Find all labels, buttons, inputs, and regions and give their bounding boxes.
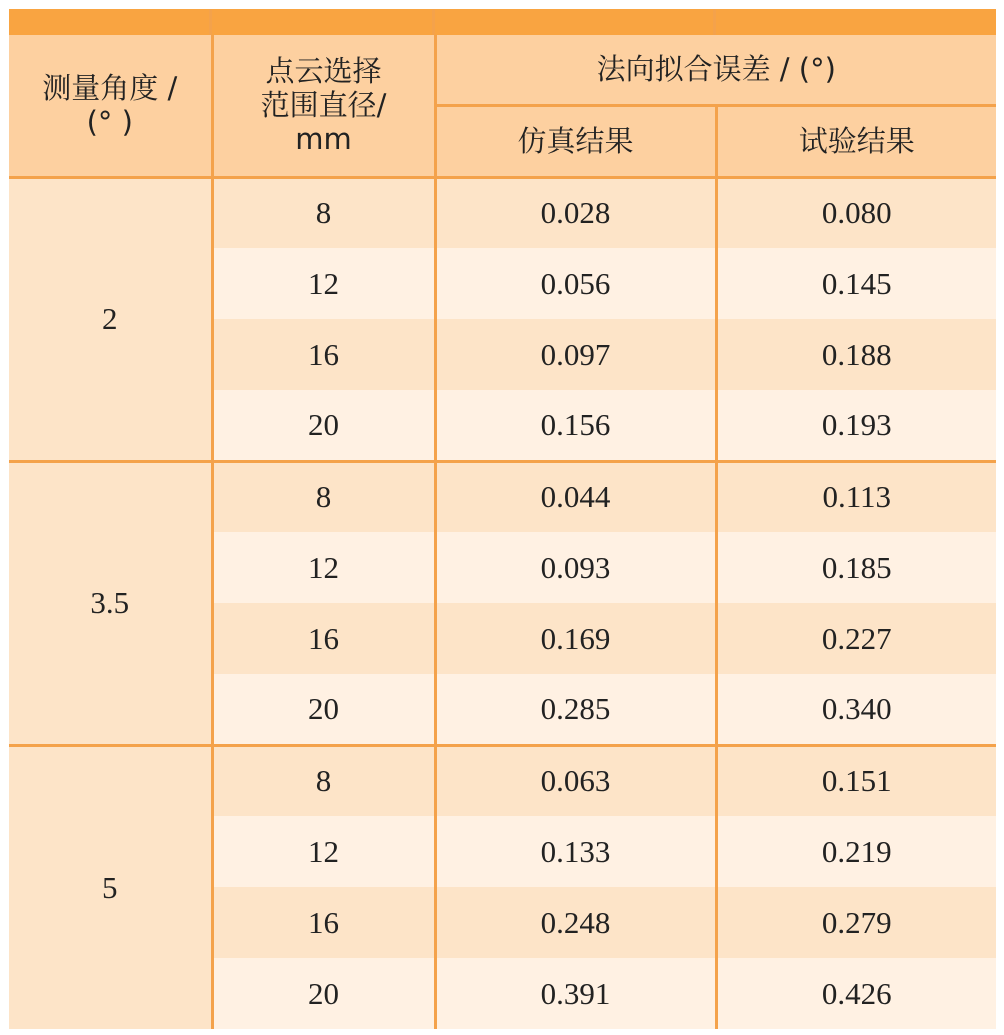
sim-cell: 0.097 bbox=[435, 319, 716, 390]
sim-cell: 0.156 bbox=[435, 390, 716, 461]
diameter-cell: 16 bbox=[212, 603, 435, 674]
diameter-cell: 16 bbox=[212, 887, 435, 958]
diameter-cell: 12 bbox=[212, 248, 435, 319]
exp-cell: 0.227 bbox=[716, 603, 996, 674]
exp-cell: 0.219 bbox=[716, 816, 996, 887]
diameter-cell: 20 bbox=[212, 390, 435, 461]
table-top-bar bbox=[9, 9, 996, 35]
table-row bbox=[9, 461, 996, 532]
header-exp: 试验结果 bbox=[716, 105, 996, 177]
diameter-cell: 8 bbox=[212, 461, 435, 532]
table-row bbox=[9, 745, 996, 816]
top-bar-cell bbox=[435, 9, 716, 35]
angle-cell: 5 bbox=[9, 745, 212, 1029]
table-header bbox=[9, 35, 996, 177]
header-range-line1: 点云选择 bbox=[265, 54, 382, 89]
sim-cell: 0.028 bbox=[435, 177, 716, 248]
exp-cell: 0.145 bbox=[716, 248, 996, 319]
angle-cell: 3.5 bbox=[9, 461, 212, 745]
exp-cell: 0.279 bbox=[716, 887, 996, 958]
table-body bbox=[9, 177, 996, 1029]
exp-cell: 0.193 bbox=[716, 390, 996, 461]
exp-cell: 0.340 bbox=[716, 674, 996, 745]
exp-cell: 0.080 bbox=[716, 177, 996, 248]
top-bar-cell bbox=[9, 9, 212, 35]
sim-cell: 0.093 bbox=[435, 532, 716, 603]
sim-cell: 0.044 bbox=[435, 461, 716, 532]
diameter-cell: 8 bbox=[212, 745, 435, 816]
header-range bbox=[212, 35, 435, 177]
sim-cell: 0.063 bbox=[435, 745, 716, 816]
header-angle-line2: (° ) bbox=[86, 105, 133, 140]
diameter-cell: 8 bbox=[212, 177, 435, 248]
top-bar-cell bbox=[716, 9, 996, 35]
header-range-line3: mm bbox=[295, 122, 352, 157]
angle-cell: 2 bbox=[9, 177, 212, 461]
exp-cell: 0.151 bbox=[716, 745, 996, 816]
exp-cell: 0.188 bbox=[716, 319, 996, 390]
sim-cell: 0.169 bbox=[435, 603, 716, 674]
header-range-line2: 范围直径/ bbox=[260, 88, 387, 123]
diameter-cell: 16 bbox=[212, 319, 435, 390]
fitting-error-table bbox=[9, 35, 996, 1029]
sim-cell: 0.248 bbox=[435, 887, 716, 958]
header-angle-line1: 测量角度 / bbox=[42, 71, 178, 106]
exp-cell: 0.185 bbox=[716, 532, 996, 603]
diameter-cell: 20 bbox=[212, 958, 435, 1029]
header-error-group: 法向拟合误差 / (°) bbox=[435, 35, 996, 105]
header-sim: 仿真结果 bbox=[435, 105, 716, 177]
exp-cell: 0.113 bbox=[716, 461, 996, 532]
data-table-container bbox=[9, 9, 996, 1029]
diameter-cell: 12 bbox=[212, 532, 435, 603]
exp-cell: 0.426 bbox=[716, 958, 996, 1029]
diameter-cell: 20 bbox=[212, 674, 435, 745]
sim-cell: 0.056 bbox=[435, 248, 716, 319]
sim-cell: 0.133 bbox=[435, 816, 716, 887]
header-angle bbox=[9, 35, 212, 177]
top-bar-cell bbox=[212, 9, 435, 35]
table-row bbox=[9, 177, 996, 248]
sim-cell: 0.391 bbox=[435, 958, 716, 1029]
sim-cell: 0.285 bbox=[435, 674, 716, 745]
diameter-cell: 12 bbox=[212, 816, 435, 887]
